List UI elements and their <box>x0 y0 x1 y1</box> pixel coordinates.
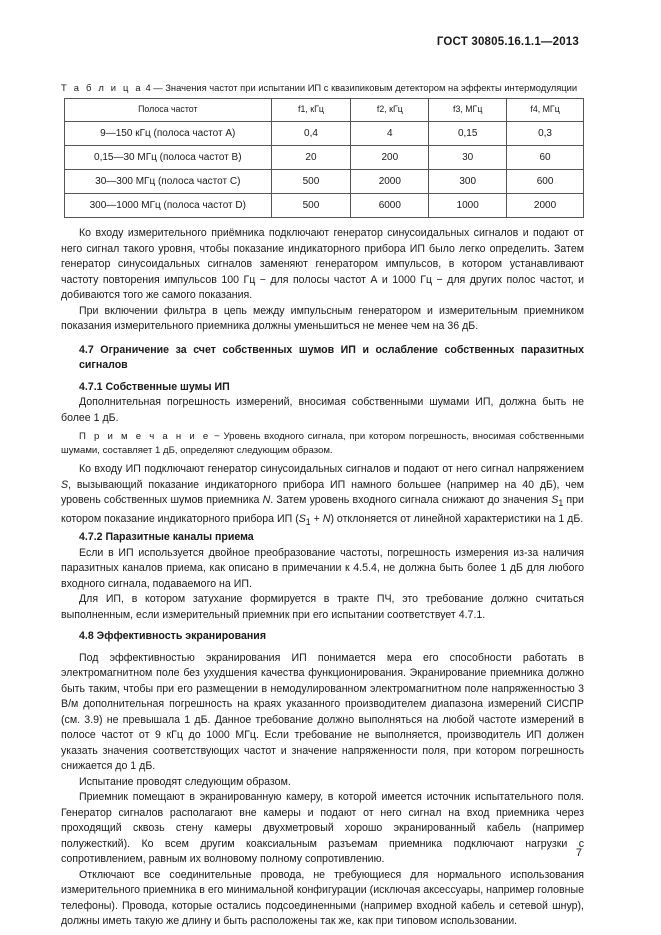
table-cell: 6000 <box>351 194 429 218</box>
table-cell: 2000 <box>507 194 584 218</box>
paragraph: Дополнительная погрешность измерений, вносимая собственными шумами ИП, должна быть не более 1 дБ. <box>61 396 584 424</box>
table-cell: 300—1000 МГц (полоса частот D) <box>65 194 272 218</box>
symbol-n: N <box>322 512 331 525</box>
table-cell: 600 <box>507 170 584 194</box>
paragraph: Для ИП, в котором затухание формируется в тракте ПЧ, это требование должно считаться выполненным, если измерительный приемник при его испытании соответствует 4.7.1. <box>61 593 584 621</box>
paragraph: При включении фильтра в цепь между импульсным генератором и измерительным приемником показания измерительного приемника должны уменьшиться не менее чем на 36 дБ. <box>61 304 584 332</box>
table-header-cell: Полоса частот <box>65 99 272 122</box>
paragraph: Испытание проводят следующим образом. <box>79 775 291 788</box>
symbol-s: S <box>61 478 69 491</box>
table-cell: 1000 <box>429 194 507 218</box>
note <box>61 430 584 458</box>
table-header-row <box>65 99 584 122</box>
section-heading-4-7: 4.7 Ограничение за счет собственных шумов ИП и ослабление собственных паразитных сигналов <box>79 343 584 371</box>
table-header-cell: f1, кГц <box>271 99 351 122</box>
table-row <box>65 194 584 218</box>
table-cell: 0,3 <box>507 122 584 146</box>
table-row <box>65 146 584 170</box>
table-cell: 0,15 <box>429 122 507 146</box>
subscript: 1 <box>305 516 311 527</box>
note-text: − Уровень входного сигнала, при котором погрешность, вносимая собственными шумами, составляет 1 дБ, определяют следующим образом. <box>61 431 584 456</box>
table-header-cell: f4, МГц <box>507 99 584 122</box>
symbol-n: N <box>262 494 271 506</box>
table-row <box>65 122 584 146</box>
subscript: 1 <box>558 498 564 509</box>
table-cell: 300 <box>429 170 507 194</box>
paragraph <box>61 462 584 530</box>
frequency-table <box>64 98 584 218</box>
table-cell: 0,15—30 МГц (полоса частот В) <box>65 146 272 170</box>
paragraph: Если в ИП используется двойное преобразование частоты, погрешность измерения из-за наличия паразитных каналов приема, как описано в примечании к 4.5.4, не должна быть более 1 дБ для любого входного сигнала, подаваемого на ИП. <box>61 546 584 590</box>
table-cell: 9—150 кГц (полоса частот А) <box>65 122 272 146</box>
table-cell: 30—300 МГц (полоса частот С) <box>65 170 272 194</box>
table-header-cell: f3, МГц <box>429 99 507 122</box>
symbol-s1: S <box>551 494 559 506</box>
table-cell: 500 <box>271 170 351 194</box>
table-caption-label: Т а б л и ц а <box>61 82 143 93</box>
paragraph: Приемник помещают в экранированную камеру, в которой имеется источник испытательного поля. Генератор сигналов располагают вне камеры и подают от него сигнал на вход приемника через проходящий сквозь стену камеры двухметровый хорошо экранированный кабель (например полужесткий). Ко всем другим коаксиальным разъемам приемника подключают нагрузки с сопротивлением, равным их волновому полному сопротивлению. <box>61 791 584 866</box>
table-caption <box>61 82 584 94</box>
table-cell: 4 <box>351 122 429 146</box>
note-label: П р и м е ч а н и е <box>79 431 211 442</box>
table-cell: 2000 <box>351 170 429 194</box>
section-heading-4-7-1: 4.7.1 Собственные шумы ИП <box>79 380 230 393</box>
text-run: , вызывающий показание индикаторного прибора ИП намного большее (например на 40 дБ), чем уровень собственных шумов приемника <box>61 478 584 506</box>
table-cell: 200 <box>351 146 429 170</box>
section-heading-4-7-2: 4.7.2 Паразитные каналы приема <box>79 531 254 544</box>
table-caption-text: 4 — Значения частот при испытании ИП с квазипиковым детектором на эффекты интермодуляции <box>142 82 578 93</box>
paragraph: Ко входу измерительного приёмника подключают генератор синусоидальных сигналов и подают от него сигнал такого уровня, чтобы показание индикаторного прибора ИП было легко определить. Затем генератор синусоидальных сигналов заменяют генератором импульсов, в котором устанавливают частоту повторения импульсов 100 Гц − для полосы частот А и 1000 Гц − для других полос частот, и добиваются того же самого показания. <box>61 227 584 301</box>
page-number: 7 <box>575 847 582 859</box>
page-content <box>61 82 584 930</box>
paragraph: Под эффективностью экранирования ИП понимается мера его способности работать в электромагнитном поле без ухудшения качества функционирования. Экранирование приемника должно быть таким, чтобы при его размещении в немодулированном электромагнитном поле напряженностью 3 В/м дополнительная погрешность на краях указанного производителем диапазона измерений СИСПР (см. 3.9) не превышала 1 дБ. Данное требование должно выполняться на любой частоте измерений в полосе частот от 9 кГц до 1000 МГц. Если требование не выполняется, производитель ИП должен указать значения соответствующих частот и значение напряженности поля, при котором погрешность снижается до 1 дБ. <box>61 651 584 773</box>
section-heading-4-8: 4.8 Эффективность экранирования <box>79 630 267 643</box>
paragraph: Отключают все соединительные провода, не требующиеся для нормального использования измерительного приемника в его минимальной конфигурации (исключая аксессуары, например головные телефоны). Провода, которые остались подсоединенными (например входной кабель и сетевой шнур), должны иметь такую же длину и быть расположены так же, как при типовом использовании. <box>61 868 584 928</box>
table-header-cell: f2, кГц <box>351 99 429 122</box>
table-cell: 30 <box>429 146 507 170</box>
table-cell: 60 <box>507 146 584 170</box>
table-cell: 0,4 <box>271 122 351 146</box>
text-run: ) отклоняется от линейной характеристики на 1 дБ. <box>330 512 584 525</box>
text-run: Ко входу ИП подключают генератор синусоидальных сигналов и подают от него сигнал напряжением <box>79 463 584 475</box>
plus-sign: + <box>310 512 323 525</box>
symbol-s1: S <box>298 512 306 525</box>
text-run: . Затем уровень входного сигнала снижают до значения <box>270 494 552 506</box>
table-row <box>65 170 584 194</box>
table-cell: 500 <box>271 194 351 218</box>
document-header: ГОСТ 30805.16.1.1—2013 <box>436 36 579 48</box>
table-cell: 20 <box>271 146 351 170</box>
text-run: при котором показание индикаторного прибора ИП ( <box>61 494 584 525</box>
